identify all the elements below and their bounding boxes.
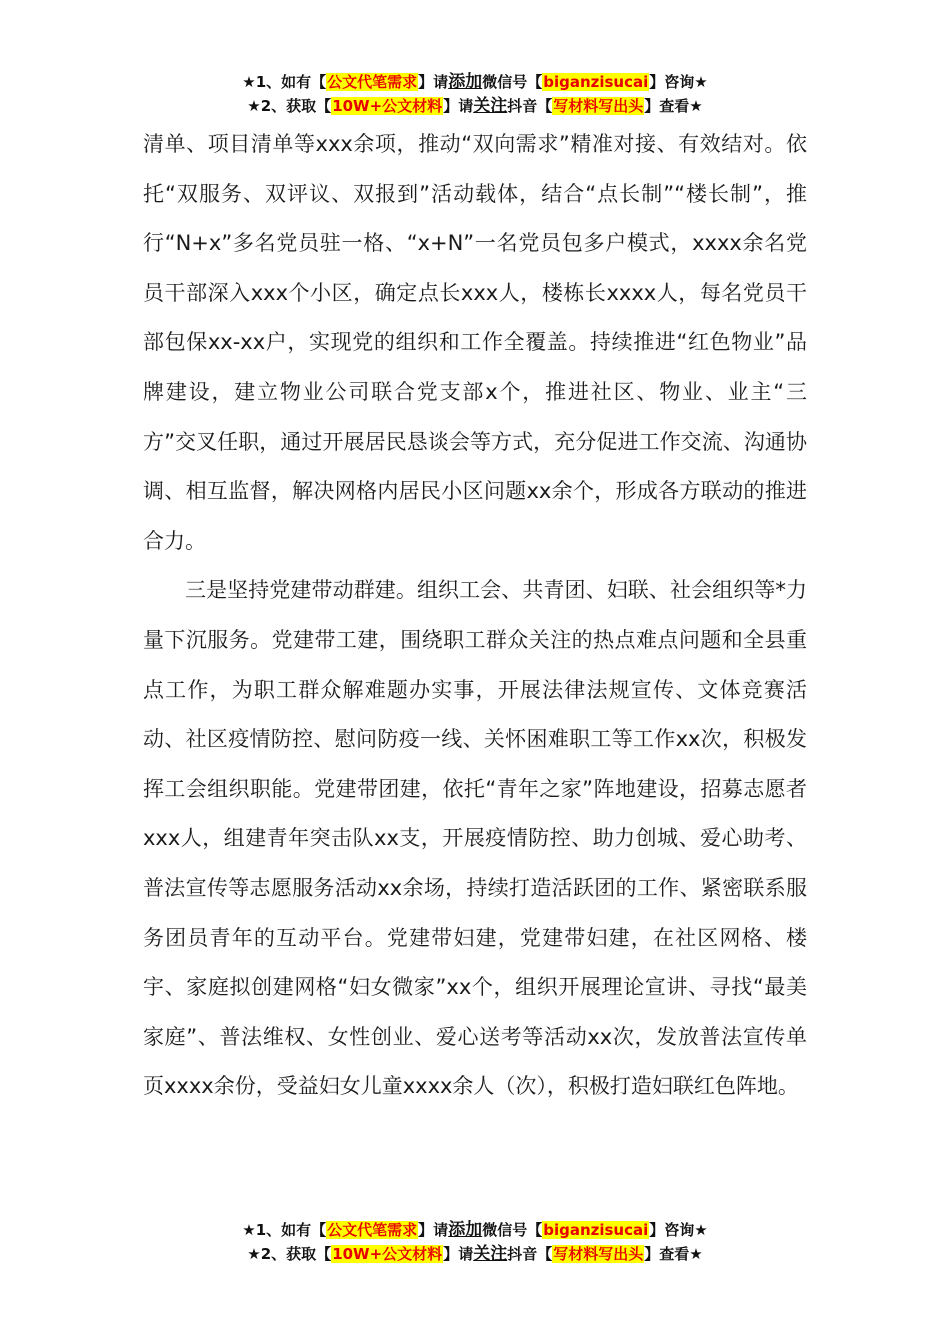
banner-line1-mid1: 】请 — [418, 1221, 449, 1239]
banner-line2-prefix: ★2、获取【 — [247, 1245, 332, 1263]
document-body — [143, 120, 807, 1112]
banner-line2-mid2: 抖音【 — [507, 1245, 553, 1263]
banner-line2-emphasis: 关注 — [473, 96, 508, 116]
banner-line-1 — [0, 1218, 950, 1242]
banner-line2-suffix: 】查看★ — [644, 1245, 703, 1263]
banner-line2-highlight-douyin: 写材料写出头 — [553, 1245, 644, 1263]
banner-line-2 — [0, 94, 950, 118]
banner-line1-prefix: ★1、如有【 — [242, 1221, 327, 1239]
banner-line1-highlight-wechat: biganzisucai — [543, 1221, 649, 1239]
banner-line2-emphasis: 关注 — [473, 1244, 508, 1264]
body-paragraph-2: 三是坚持党建带动群建。组织工会、共青团、妇联、社会组织等*力量下沉服务。党建带工建，围绕职工群众关注的热点难点问题和全县重点工作，为职工群众解难题办实事，开展法律法规宣传、文体竞赛活动、社区疫情防控、慰问防疫一线、关怀困难职工等工作xx次，积极发挥工会组织职能。党建带团建，依托“青年之家”阵地建设，招募志愿者xxx人，组建青年突击队xx支，开展疫情防控、助力创城、爱心助考、普法宣传等志愿服务活动xx余场，持续打造活跃团的工作、紧密联系服务团员青年的互动平台。党建带妇建，党建带妇建，在社区网格、楼宇、家庭拟创建网格“妇女微家”xx个，组织开展理论宣讲、寻找“最美家庭”、普法维权、女性创业、爱心送考等活动xx次，发放普法宣传单页xxxx余份，受益妇女儿童xxxx余人（次），积极打造妇联红色阵地。 — [143, 578, 807, 1099]
banner-line-2 — [0, 1242, 950, 1266]
banner-line1-suffix: 】咨询★ — [649, 73, 708, 91]
banner-line1-mid2: 微信号【 — [482, 73, 543, 91]
banner-line2-mid1: 】请 — [443, 97, 474, 115]
banner-line1-prefix: ★1、如有【 — [242, 73, 327, 91]
banner-line2-highlight-douyin: 写材料写出头 — [553, 97, 644, 115]
banner-line2-mid1: 】请 — [443, 1245, 474, 1263]
body-paragraph-1: 清单、项目清单等xxx余项，推动“双向需求”精准对接、有效结对。依托“双服务、双评议、双报到”活动载体，结合“点长制”“楼长制”，推行“N+x”多名党员驻一格、“x+N”一名党员包多户模式，xxxx余名党员干部深入xxx个小区，确定点长xxx人，楼栋长xxxx人，每名党员干部包保xx-xx户，实现党的组织和工作全覆盖。持续推进“红色物业”品牌建设，建立物业公司联合党支部x个，推进社区、物业、业主“三方”交叉任职，通过开展居民恳谈会等方式，充分促进工作交流、沟通协调、相互监督，解决网格内居民小区问题xx余个，形成各方联动的推进合力。 — [143, 132, 807, 553]
banner-line2-mid2: 抖音【 — [507, 97, 553, 115]
bottom-banner — [0, 1218, 950, 1266]
banner-line2-highlight-materials: 10W+公文材料 — [332, 1245, 443, 1263]
banner-line1-emphasis: 添加 — [448, 1220, 483, 1240]
banner-line-1 — [0, 70, 950, 94]
banner-line1-emphasis: 添加 — [448, 72, 483, 92]
banner-line1-mid1: 】请 — [418, 73, 449, 91]
banner-line1-highlight-wechat: biganzisucai — [543, 73, 649, 91]
top-banner — [0, 70, 950, 118]
banner-line2-highlight-materials: 10W+公文材料 — [332, 97, 443, 115]
banner-line2-prefix: ★2、获取【 — [247, 97, 332, 115]
banner-line2-suffix: 】查看★ — [644, 97, 703, 115]
banner-line1-suffix: 】咨询★ — [649, 1221, 708, 1239]
banner-line1-highlight-service: 公文代笔需求 — [327, 73, 418, 91]
banner-line1-highlight-service: 公文代笔需求 — [327, 1221, 418, 1239]
banner-line1-mid2: 微信号【 — [482, 1221, 543, 1239]
